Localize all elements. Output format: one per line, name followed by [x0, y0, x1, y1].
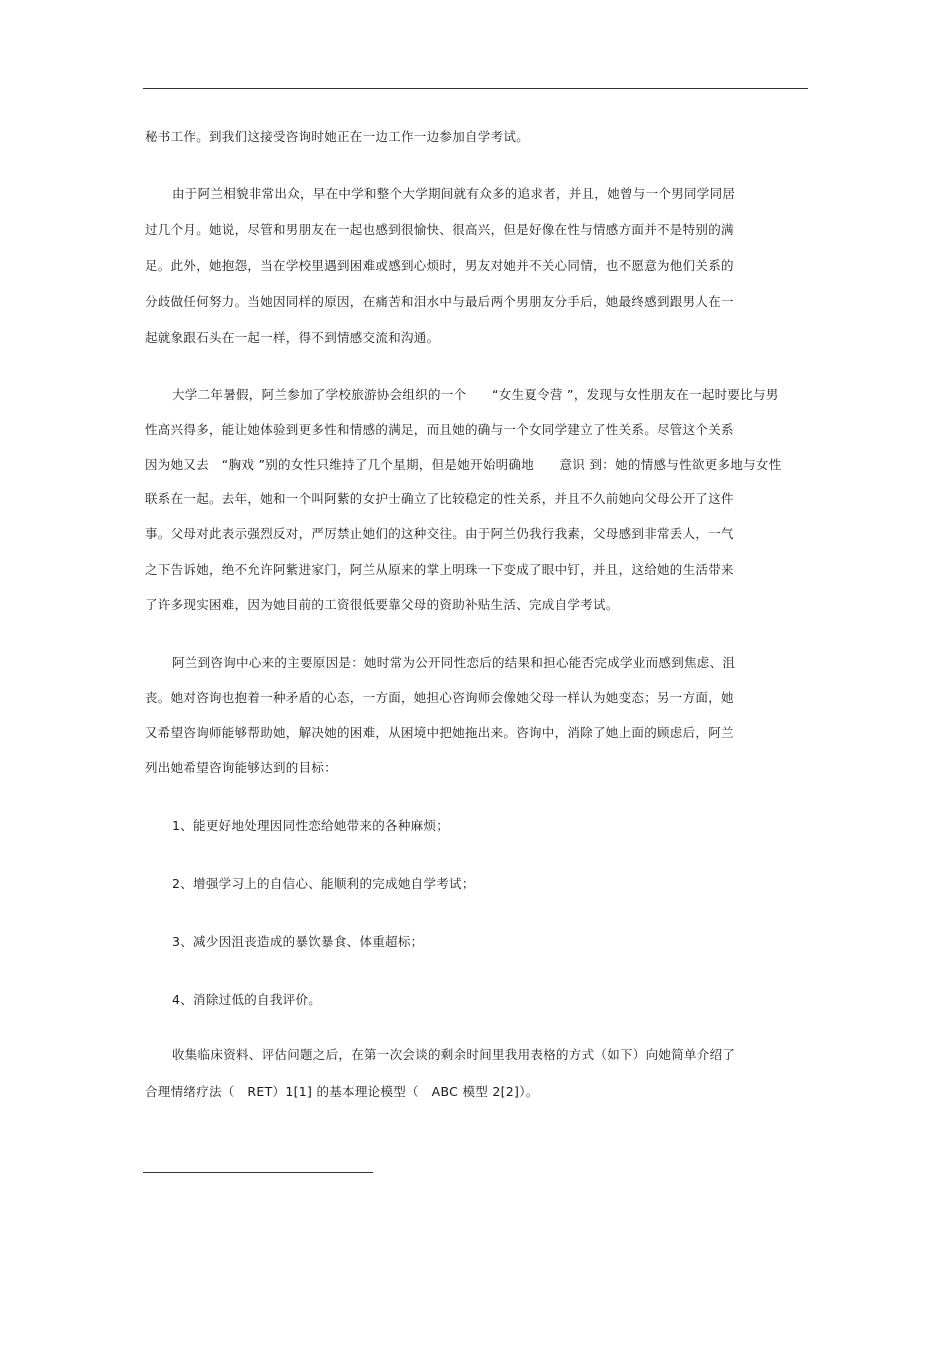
- text-line: 分歧做任何努力。当她因同样的原因，在痛苦和泪水中与最后两个男朋友分手后，她最终感到跟男人在一: [145, 294, 734, 309]
- header-rule: [143, 88, 808, 89]
- text-line: 了许多现实困难，因为她目前的工资很低要靠父母的资助补贴生活、完成自学考试。: [145, 597, 619, 612]
- text-line: 又希望咨询师能够帮助她，解决她的困难，从困境中把她拖出来。咨询中，消除了她上面的顾虑后，阿兰: [145, 725, 734, 740]
- text-line: 因为她又去 “胸戏 ”别的女性只维持了几个星期，但是她开始明确地 意识 到：她的情感与性欲更多地与女性: [145, 457, 782, 472]
- text-line: 性高兴得多，能让她体验到更多性和情感的满足，而且她的确与一个女同学建立了性关系。尽管这个关系: [145, 422, 734, 437]
- text-line: 足。此外，她抱怨，当在学校里遇到困难或感到心烦时，男友对她并不关心同情，也不愿意为他们关系的: [145, 258, 734, 273]
- text-line: 列出她希望咨询能够达到的目标：: [145, 760, 338, 775]
- text-line: 收集临床资料、评估问题之后，在第一次会谈的剩余时间里我用表格的方式（如下）向她简单介绍了: [172, 1047, 736, 1062]
- footnote-rule: [143, 1172, 373, 1173]
- text-line: 起就象跟石头在一起一样，得不到情感交流和沟通。: [145, 330, 440, 345]
- text-line: 之下告诉她，绝不允许阿紫进家门，阿兰从原来的掌上明珠一下变成了眼中钉，并且，这给她的生活带来: [145, 562, 734, 577]
- text-line: 秘书工作。到我们这接受咨询时她正在一边工作一边参加自学考试。: [145, 129, 530, 144]
- text-line: 合理情绪疗法（ RET）1[1] 的基本理论模型（ ABC 模型 2[2]）。: [145, 1084, 539, 1099]
- text-line: 大学二年暑假，阿兰参加了学校旅游协会组织的一个 “女生夏令营 ”，发现与女性朋友在一起时要比与男: [172, 387, 779, 402]
- text-line: 阿兰到咨询中心来的主要原因是：她时常为公开同性恋后的结果和担心能否完成学业而感到焦虑、沮: [172, 655, 736, 670]
- list-item: 4、消除过低的自我评价。: [172, 992, 322, 1007]
- list-item: 2、增强学习上的自信心、能顺利的完成她自学考试；: [172, 876, 475, 891]
- text-line: 由于阿兰相貌非常出众，早在中学和整个大学期间就有众多的追求者，并且，她曾与一个男同学同居: [172, 186, 736, 201]
- list-item: 1、能更好地处理因同性恋给她带来的各种麻烦；: [172, 818, 450, 833]
- text-line: 丧。她对咨询也抱着一种矛盾的心态，一方面，她担心咨询师会像她父母一样认为她变态；另一方面，她: [145, 690, 734, 705]
- list-item: 3、减少因沮丧造成的暴饮暴食、体重超标；: [172, 934, 424, 949]
- text-line: 过几个月。她说，尽管和男朋友在一起也感到很愉快、很高兴，但是好像在性与情感方面并不是特别的满: [145, 222, 734, 237]
- text-line: 联系在一起。去年，她和一个叫阿紫的女护士确立了比较稳定的性关系，并且不久前她向父母公开了这件: [145, 491, 734, 506]
- text-line: 事。父母对此表示强烈反对，严厉禁止她们的这种交往。由于阿兰仍我行我素，父母感到非常丢人，一气: [145, 526, 734, 541]
